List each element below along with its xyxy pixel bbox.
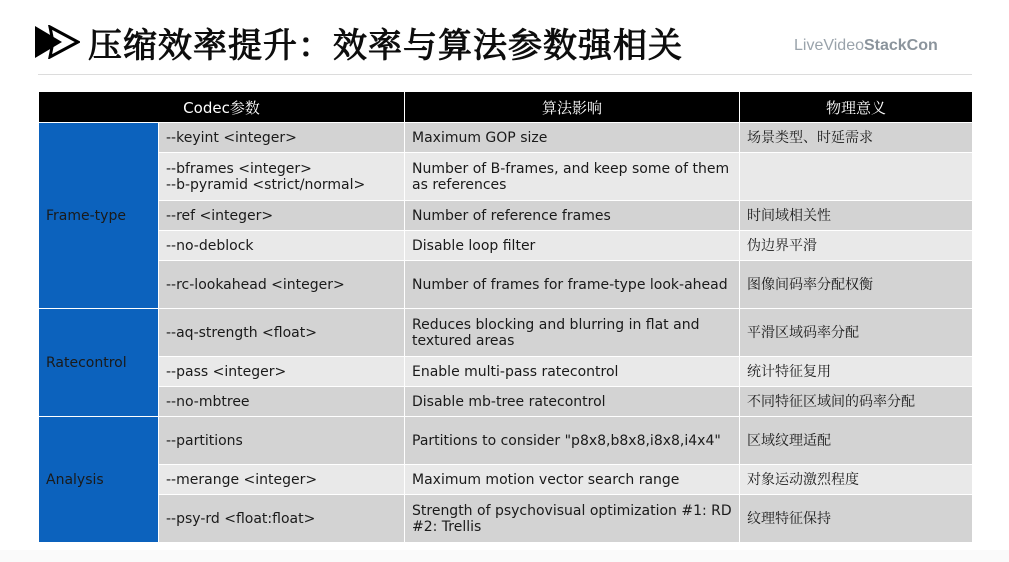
cell-meaning [740,261,973,309]
cell-effect-text: Number of B-frames, and keep some of them as references [412,160,730,193]
codec-params-table [38,91,973,543]
cell-meaning-text: 时间域相关性 [747,207,831,224]
cell-effect-text: Disable mb-tree ratecontrol [412,393,606,410]
cell-meaning [740,387,973,417]
cell-effect [405,495,740,543]
header-algorithm-effect: 算法影响 [405,92,740,123]
cell-effect [405,153,740,201]
cell-param [159,261,405,309]
cell-param [159,231,405,261]
cell-effect [405,261,740,309]
table-header-row [39,92,973,123]
cell-effect-text: Enable multi-pass ratecontrol [412,363,619,380]
cell-param [159,309,405,357]
cell-meaning-text: 平滑区域码率分配 [747,324,859,341]
cell-param [159,357,405,387]
cell-param-text: --ref <integer> [166,207,274,224]
cell-param-text: --merange <integer> [166,471,318,488]
cell-effect-text: Strength of psychovisual optimization #1: RD #2: Trellis [412,502,732,535]
cell-effect-text: Number of frames for frame-type look-ahead [412,276,728,293]
cell-meaning-text: 对象运动激烈程度 [747,471,859,488]
table-row [39,231,973,261]
group-label: Analysis [39,417,159,543]
cell-meaning-text: 图像间码率分配权衡 [747,276,873,293]
cell-effect-text: Partitions to consider "p8x8,b8x8,i8x8,i4x4" [412,432,721,449]
cell-param-text: --pass <integer> [166,363,287,380]
table-body [39,123,973,543]
cell-effect [405,201,740,231]
cell-param-text: --no-mbtree [166,393,250,410]
table-row [39,357,973,387]
cell-effect [405,123,740,153]
cell-meaning [740,417,973,465]
table-row [39,201,973,231]
bottom-fade [0,550,1009,562]
table-row [39,417,973,465]
cell-param [159,495,405,543]
cell-effect-text: Reduces blocking and blurring in flat and textured areas [412,316,700,349]
table-row [39,309,973,357]
cell-meaning-text: 区域纹理适配 [747,432,831,449]
title-arrow-icon [34,25,80,59]
brand-text-1: LiveVideo [794,37,864,54]
header-codec-params: Codec参数 [39,92,405,123]
cell-meaning-text: 场景类型、时延需求 [747,129,873,146]
cell-effect-text: Maximum motion vector search range [412,471,680,488]
cell-param [159,123,405,153]
table-row [39,153,973,201]
cell-effect-text: Maximum GOP size [412,129,548,146]
cell-effect [405,309,740,357]
header-physical-meaning: 物理意义 [740,92,973,123]
group-label: Frame-type [39,123,159,309]
title-divider [38,74,972,75]
group-label: Ratecontrol [39,309,159,417]
cell-param [159,387,405,417]
page-title: 压缩效率提升：效率与算法参数强相关 [88,26,683,66]
cell-param-text: --aq-strength <float> [166,324,317,341]
cell-meaning [740,123,973,153]
cell-meaning [740,495,973,543]
table-row [39,387,973,417]
cell-param-text: --psy-rd <float:float> [166,510,316,527]
cell-param-text: --partitions [166,432,243,449]
cell-meaning [740,153,973,201]
table-row [39,495,973,543]
cell-meaning-text: 不同特征区域间的码率分配 [747,393,915,410]
cell-effect [405,357,740,387]
cell-meaning [740,231,973,261]
cell-meaning-text: 伪边界平滑 [747,237,817,254]
cell-param-text: --rc-lookahead <integer> [166,276,345,293]
cell-effect [405,465,740,495]
cell-effect-text: Disable loop filter [412,237,536,254]
cell-param-text: --no-deblock [166,237,254,254]
cell-meaning [740,309,973,357]
cell-effect-text: Number of reference frames [412,207,611,224]
cell-effect [405,231,740,261]
cell-meaning-text: 统计特征复用 [747,363,831,380]
brand-text-2: StackCon [863,37,938,54]
cell-meaning [740,465,973,495]
cell-meaning [740,201,973,231]
cell-param-text: --bframes <integer> [166,160,312,177]
cell-param [159,417,405,465]
cell-effect [405,417,740,465]
cell-param-text: --b-pyramid <strict/normal> [166,176,366,193]
cell-param-text: --keyint <integer> [166,129,297,146]
table-row [39,123,973,153]
brand-logo [794,37,938,55]
cell-param [159,465,405,495]
cell-meaning-text: 纹理特征保持 [747,510,831,527]
cell-effect [405,387,740,417]
cell-meaning [740,357,973,387]
cell-param [159,153,405,201]
table-row [39,465,973,495]
table-row [39,261,973,309]
cell-param [159,201,405,231]
